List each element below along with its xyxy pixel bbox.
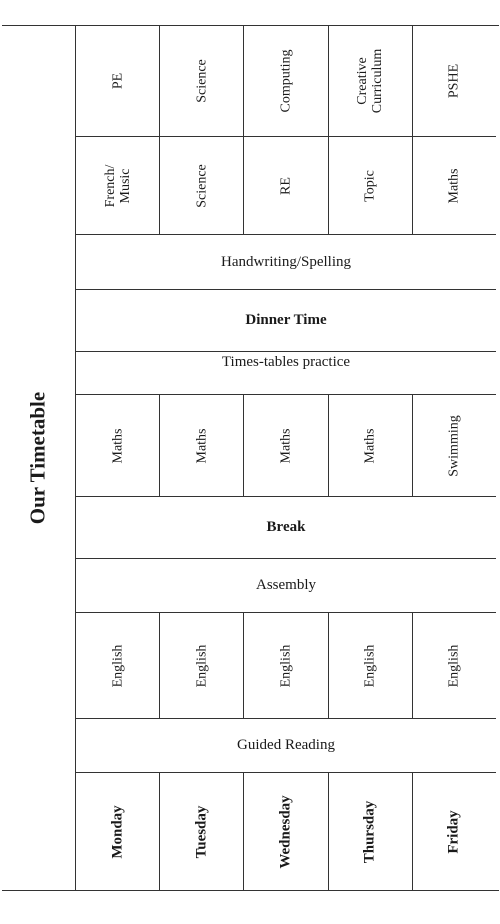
cell-wednesday — [244, 137, 328, 234]
day-label: Wednesday — [277, 795, 294, 869]
lesson-label: Maths — [446, 168, 462, 203]
cell-tuesday — [160, 25, 244, 136]
cell-wednesday — [244, 395, 328, 496]
day-label: Monday — [109, 805, 126, 859]
cell-thursday — [329, 395, 413, 496]
lesson-label: English — [362, 644, 378, 687]
dinner-time-row: Dinner Time — [76, 290, 496, 352]
lesson-label: English — [278, 644, 294, 687]
day-thursday — [329, 773, 413, 891]
afternoon-lesson-1-row — [76, 137, 496, 235]
cell-monday — [76, 25, 160, 136]
lesson-label: English — [110, 644, 126, 687]
cell-monday — [76, 395, 160, 496]
days-row — [76, 773, 496, 891]
handwriting-row: Handwriting/Spelling — [76, 235, 496, 290]
lesson-label: Maths — [362, 428, 378, 463]
mid-morning-lesson-row — [76, 395, 496, 497]
lesson-label: English — [194, 644, 210, 687]
cell-thursday — [329, 25, 413, 136]
assembly-row: Assembly — [76, 559, 496, 613]
lesson-label: PSHE — [446, 63, 462, 98]
day-label: Tuesday — [193, 805, 210, 859]
cell-monday — [76, 613, 160, 718]
cell-monday — [76, 137, 160, 234]
cell-tuesday — [160, 137, 244, 234]
lesson-label: PE — [110, 72, 126, 89]
morning-lesson-row — [76, 613, 496, 719]
afternoon-lesson-2-row — [76, 25, 496, 137]
day-friday — [413, 773, 496, 891]
lesson-label: Maths — [110, 428, 126, 463]
lesson-label: Swimming — [446, 414, 462, 477]
lesson-label: Computing — [278, 48, 294, 113]
cell-friday — [413, 25, 496, 136]
lesson-label: English — [446, 644, 462, 687]
lesson-label: French/ Music — [102, 164, 133, 207]
break-row: Break — [76, 497, 496, 559]
lesson-label: Maths — [194, 428, 210, 463]
day-monday — [76, 773, 160, 891]
lesson-label: Science — [194, 58, 210, 103]
lesson-label: Creative Curriculum — [355, 48, 386, 113]
lesson-label: Maths — [278, 428, 294, 463]
cell-friday — [413, 137, 496, 234]
day-tuesday — [160, 773, 244, 891]
lesson-label: RE — [278, 176, 294, 195]
cell-tuesday — [160, 395, 244, 496]
cell-friday — [413, 395, 496, 496]
lesson-label: Topic — [362, 169, 378, 202]
guided-reading-row: Guided Reading — [76, 719, 496, 773]
cell-tuesday — [160, 613, 244, 718]
cell-friday — [413, 613, 496, 718]
times-tables-row: Times-tables practice — [76, 352, 496, 395]
cell-wednesday — [244, 25, 328, 136]
cell-wednesday — [244, 613, 328, 718]
timetable-title-column — [0, 25, 76, 891]
timetable-title: Our Timetable — [25, 391, 49, 525]
cell-thursday — [329, 613, 413, 718]
lesson-label: Science — [194, 163, 210, 208]
day-label: Friday — [445, 810, 462, 854]
day-wednesday — [244, 773, 328, 891]
cell-thursday — [329, 137, 413, 234]
day-label: Thursday — [361, 800, 378, 864]
